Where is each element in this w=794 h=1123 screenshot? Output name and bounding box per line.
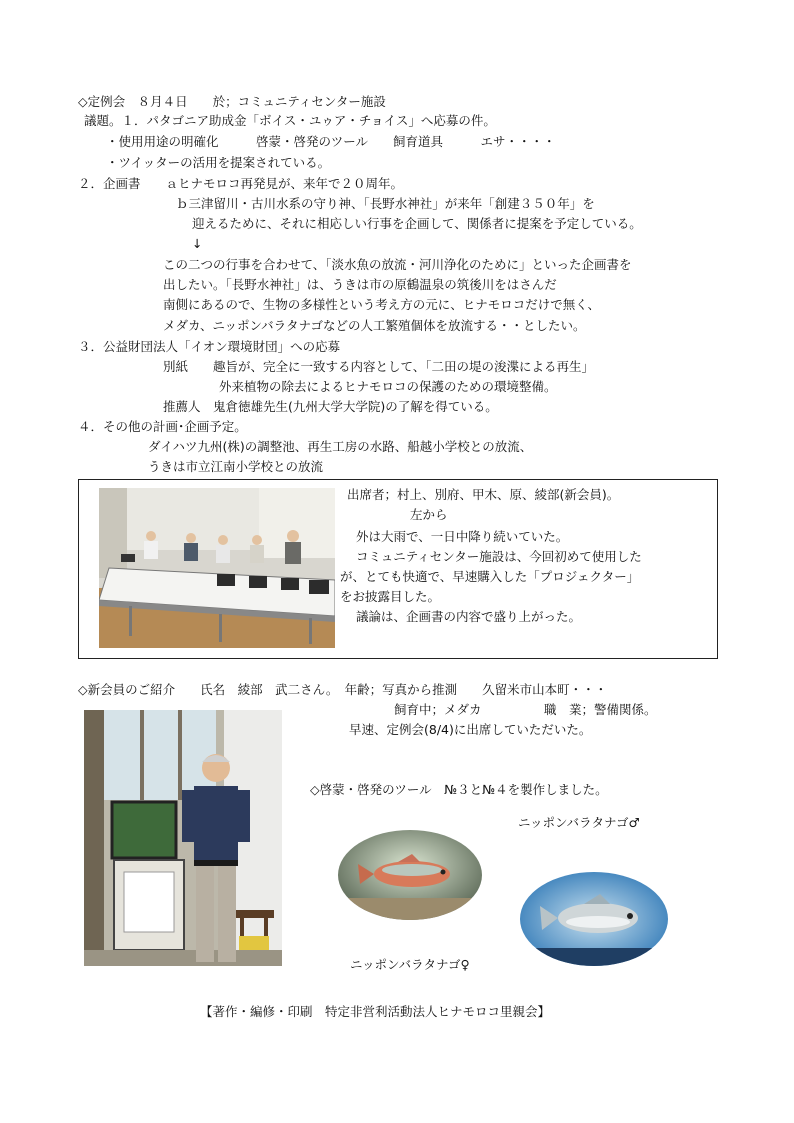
fish-female-image (338, 830, 482, 920)
plan-text-3: 南側にあるので、生物の多様性という考え方の元に、ヒナモロコだけで無く、 (163, 297, 601, 312)
plan-text-1: この二つの行事を合わせて、「淡水魚の放流・河川浄化のために」といった企画書を (163, 257, 632, 272)
report-line-2: コミュニティセンター施設は、今回初めて使用した (356, 549, 642, 564)
plan-text-4: メダカ、ニッポンバラタナゴなどの人工繁殖個体を放流する・・としたい。 (163, 318, 586, 333)
fish-male-label: ニッポンバラタナゴ♂ (518, 815, 640, 830)
plan-item-b: ｂ三津留川・古川水系の守り神、「長野水神社」が来年「創建３５０年」を (176, 196, 595, 211)
agenda-sub-2: ・ツイッターの活用を提案されている。 (106, 155, 331, 170)
agenda-item-1: 議題。１．パタゴニア助成金「ボイス・ユゥア・チョイス」へ応募の件。 (84, 113, 496, 128)
report-line-3: が、とても快適で、早速購入した「プロジェクター」 (340, 569, 640, 584)
member-line-3: 早速、定例会(8/4)に出席していただいた。 (349, 722, 592, 737)
fish-female-label: ニッポンバラタナゴ♀ (350, 957, 470, 972)
meeting-heading: ◇定例会 ８月４日 於；コミュニティセンター施設 (78, 94, 386, 109)
report-line-1: 外は大雨で、一日中降り続いていた。 (356, 529, 569, 544)
plan-text-2: 出したい。「長野水神社」は、うきは市の原鶴温泉の筑後川をはさんだ (163, 277, 557, 292)
plan-item-a: ２．企画書 ａヒナモロコ再発見が、来年で２０周年。 (78, 176, 404, 191)
tools-heading: ◇啓蒙・啓発のツール №３と№４を製作しました。 (310, 782, 608, 797)
other-sub-1: ダイハツ九州(株)の調整池、再生工房の水路、船越小学校との放流、 (148, 439, 533, 454)
other-heading: ４．その他の計画･企画予定。 (78, 419, 247, 434)
report-line-4: をお披露目した。 (340, 589, 441, 604)
report-left-from: 左から (410, 507, 448, 522)
footer-credit: 【著作・編修・印刷 特定非営利活動法人ヒナモロコ里親会】 (200, 1004, 551, 1019)
aeon-sub-3: 推薦人 鬼倉徳雄先生(九州大学大学院)の了解を得ている。 (163, 399, 498, 414)
aeon-heading: ３．公益財団法人「イオン環境財団」への応募 (78, 339, 341, 354)
down-arrow: ↓ (192, 236, 203, 251)
meeting-photo (99, 488, 335, 648)
agenda-sub-1: ・使用用途の明確化 啓蒙・啓発のツール 飼育道具 エサ・・・・ (106, 134, 556, 149)
aeon-sub-2: 外来植物の除去によるヒナモロコの保護のための環境整備。 (219, 379, 557, 394)
plan-item-b-cont: 迎えるために、それに相応しい行事を企画して、関係者に提案を予定している。 (192, 216, 642, 231)
member-line-2: 飼育中；メダカ 職 業；警備関係。 (394, 702, 657, 717)
member-intro: ◇新会員のご紹介 氏名 綾部 武二さん。 年齢；写真から推測 久留米市山本町・・・ (78, 682, 608, 697)
other-sub-2: うきは市立江南小学校との放流 (148, 459, 324, 474)
aeon-sub-1: 別紙 趣旨が、完全に一致する内容として、「二田の堤の浚渫による再生」 (163, 359, 595, 374)
member-photo (84, 710, 282, 966)
report-line-5: 議論は、企画書の内容で盛り上がった。 (356, 609, 582, 624)
report-attendees: 出席者；村上、別府、甲木、原、綾部(新会員)。 (347, 487, 620, 502)
fish-male-image (520, 872, 668, 966)
